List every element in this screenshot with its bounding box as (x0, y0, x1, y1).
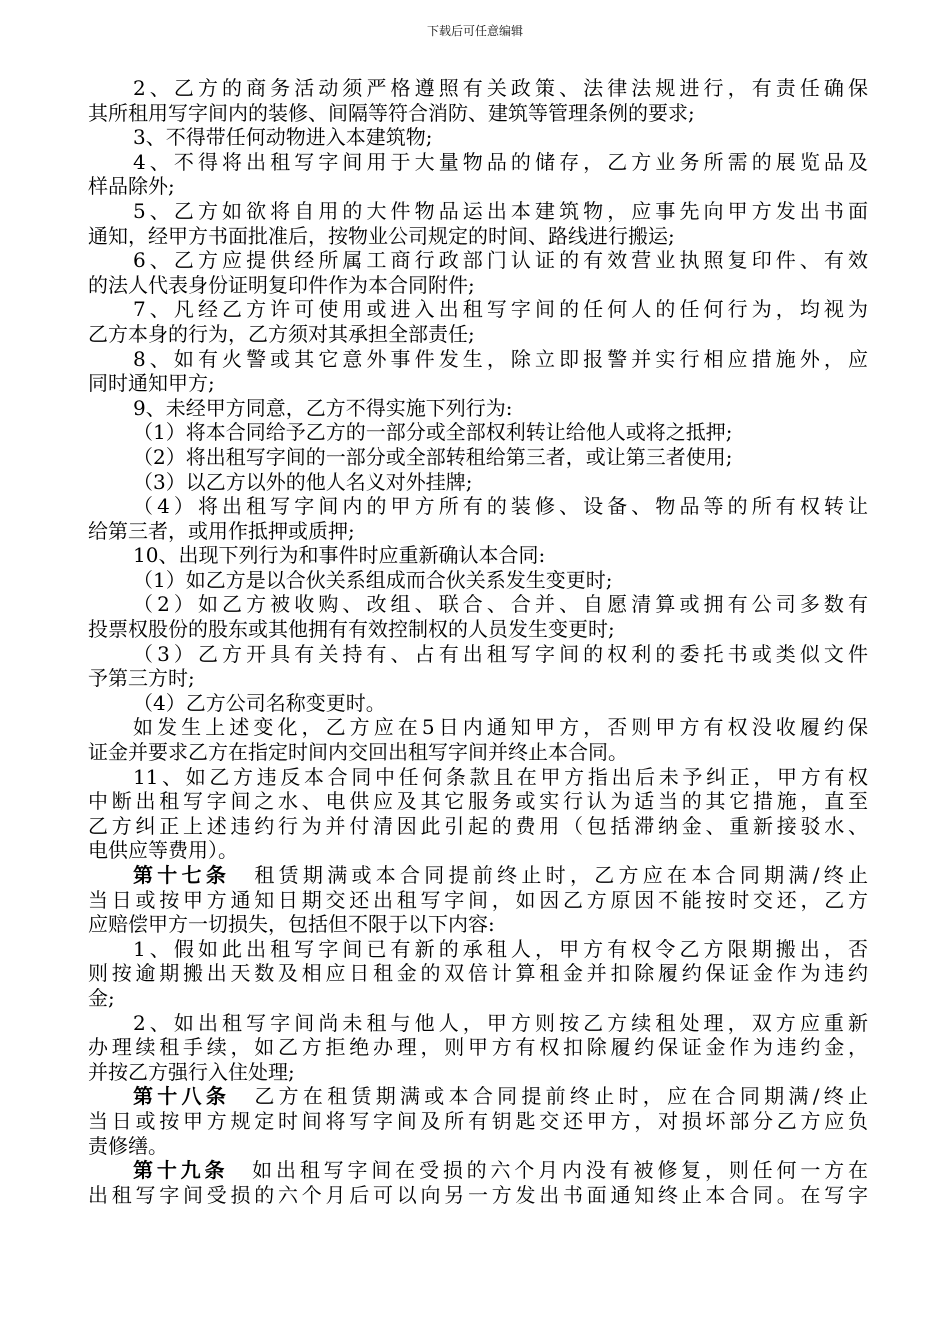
page-header: 下载后可任意编辑 (426, 24, 523, 38)
text-line (88, 1158, 868, 1183)
line-text: （1）将本合同给予乙方的一部分或全部权利转让给他人或将之抵押; (133, 420, 733, 445)
line-text: 2、如出租写字间尚未租与他人，甲方则按乙方续租处理，双方应重新 (133, 1010, 868, 1035)
line-text: 10、出现下列行为和事件时应重新确认本合同: (133, 543, 546, 568)
line-text: 乙方本身的行为，乙方须对其承担全部责任; (88, 321, 475, 346)
line-text: 通知，经甲方书面批准后，按物业公司规定的时间、路线进行搬运; (88, 223, 675, 248)
line-text: 乙方在租赁期满或本合同提前终止时，应在合同期满/终止 (250, 1084, 868, 1109)
text-line (88, 224, 868, 249)
text-line (88, 494, 868, 519)
text-line (88, 765, 868, 790)
line-text: 给第三者，或用作抵押或质押; (88, 518, 355, 543)
text-line (88, 174, 868, 199)
line-text: 5、乙方如欲将自用的大件物品运出本建筑物，应事先向甲方发出书面 (133, 198, 868, 223)
text-line (88, 838, 868, 863)
text-line (88, 101, 868, 126)
text-line (88, 715, 868, 740)
line-text: （2）将出租写字间的一部分或全部转租给第三者，或让第三者使用; (133, 444, 733, 469)
line-text: 金; (88, 985, 115, 1010)
text-line (88, 592, 868, 617)
line-text: 7、凡经乙方许可使用或进入出租写字间的任何人的任何行为，均视为 (133, 297, 868, 322)
text-line (88, 396, 868, 421)
text-line (88, 1060, 868, 1085)
line-text: （4）将出租写字间内的甲方所有的装修、设备、物品等的所有权转让 (133, 494, 868, 519)
text-line (88, 888, 868, 913)
line-text: （1）如乙方是以合伙关系组成而合伙关系发生变更时; (133, 567, 613, 592)
text-line (88, 568, 868, 593)
line-text: 其所租用写字间内的装修、间隔等符合消防、建筑等管理条例的要求; (88, 100, 695, 125)
line-text: 乙方纠正上述违约行为并付清因此引起的费用（包括滞纳金、重新接驳水、 (88, 813, 868, 838)
line-text: 当日或按甲方规定时间将写字间及所有钥匙交还甲方，对损坏部分乙方应负 (88, 1108, 868, 1133)
line-text: 如出租写字间在受损的六个月内没有被修复，则任何一方在 (248, 1158, 869, 1183)
line-text: （3）以乙方以外的他人名义对外挂牌; (133, 469, 473, 494)
text-line (88, 347, 868, 372)
line-text: 并按乙方强行入住处理; (88, 1059, 295, 1084)
document-body (88, 76, 868, 1207)
line-text: 样品除外; (88, 174, 175, 199)
text-line (88, 420, 868, 445)
text-line (88, 273, 868, 298)
line-text: （4）乙方公司名称变更时。 (133, 690, 386, 715)
line-text: 同时通知甲方; (88, 371, 215, 396)
text-line (88, 666, 868, 691)
text-line (88, 1134, 868, 1159)
text-line (88, 912, 868, 937)
text-line (88, 617, 868, 642)
line-text: 出租写字间受损的六个月后可以向另一方发出书面通知终止本合同。在写字 (88, 1182, 868, 1207)
text-line (88, 519, 868, 544)
line-text: 1、假如此出租写字间已有新的承租人，甲方有权令乙方限期搬出，否 (133, 936, 868, 961)
line-text: 4、不得将出租写字间用于大量物品的储存，乙方业务所需的展览品及 (133, 149, 868, 174)
text-line (88, 691, 868, 716)
text-line (88, 986, 868, 1011)
text-line (88, 863, 868, 888)
text-line (88, 1035, 868, 1060)
text-line (88, 248, 868, 273)
line-text: 3、不得带任何动物进入本建筑物; (133, 125, 433, 150)
text-line (88, 789, 868, 814)
text-line (88, 937, 868, 962)
text-line (88, 814, 868, 839)
text-line (88, 470, 868, 495)
text-line (88, 322, 868, 347)
article-heading: 第十九条 (133, 1158, 229, 1183)
line-text: 中断出租写字间之水、电供应及其它服务或实行认为适当的其它措施，直至 (88, 789, 868, 814)
line-text: 办理续租手续，如乙方拒绝办理，则甲方有权扣除履约保证金作为违约金， (88, 1035, 868, 1060)
line-text: 6、乙方应提供经所属工商行政部门认证的有效营业执照复印件、有效 (133, 248, 868, 273)
text-line (88, 150, 868, 175)
line-text: 9、未经甲方同意，乙方不得实施下列行为: (133, 395, 513, 420)
line-text: 如发生上述变化，乙方应在5日内通知甲方，否则甲方有权没收履约保 (133, 715, 868, 740)
line-text: 2、乙方的商务活动须严格遵照有关政策、法律法规进行，有责任确保 (133, 76, 868, 100)
article-heading: 第十七条 (133, 863, 231, 887)
line-text: （2）如乙方被收购、改组、联合、合并、自愿清算或拥有公司多数有 (133, 592, 868, 617)
line-text: 予第三方时; (88, 666, 195, 691)
line-text: 8、如有火警或其它意外事件发生，除立即报警并实行相应措施外，应 (133, 346, 868, 371)
text-line (88, 297, 868, 322)
text-line (88, 543, 868, 568)
text-line (88, 1011, 868, 1036)
text-line (88, 961, 868, 986)
line-text: 的法人代表身份证明复印件作为本合同附件; (88, 272, 475, 297)
line-text: 租赁期满或本合同提前终止时，乙方应在本合同期满/终止 (250, 863, 868, 887)
text-line (88, 76, 868, 101)
text-line (88, 445, 868, 470)
line-text: 证金并要求乙方在指定时间内交回出租写字间并终止本合同。 (88, 740, 628, 765)
text-line (88, 1183, 868, 1208)
text-line (88, 371, 868, 396)
text-line (88, 199, 868, 224)
line-text: 电供应等费用）。 (88, 838, 238, 863)
text-line (88, 642, 868, 667)
line-text: 当日或按甲方通知日期交还出租写字间，如因乙方原因不能按时交还，乙方 (88, 887, 868, 912)
line-text: 应赔偿甲方一切损失，包括但不限于以下内容: (88, 912, 495, 937)
article-heading: 第十八条 (133, 1084, 231, 1109)
text-line (88, 740, 868, 765)
text-line (88, 125, 868, 150)
line-text: 投票权股份的股东或其他拥有有效控制权的人员发生变更时; (88, 617, 615, 642)
line-text: 11、如乙方违反本合同中任何条款且在甲方指出后未予纠正，甲方有权 (133, 764, 868, 789)
text-line (88, 1109, 868, 1134)
text-line (88, 1084, 868, 1109)
line-text: （3）乙方开具有关持有、占有出租写字间的权利的委托书或类似文件 (133, 641, 868, 666)
line-text: 责修缮。 (88, 1133, 168, 1158)
line-text: 则按逾期搬出天数及相应日租金的双倍计算租金并扣除履约保证金作为违约 (88, 961, 868, 986)
